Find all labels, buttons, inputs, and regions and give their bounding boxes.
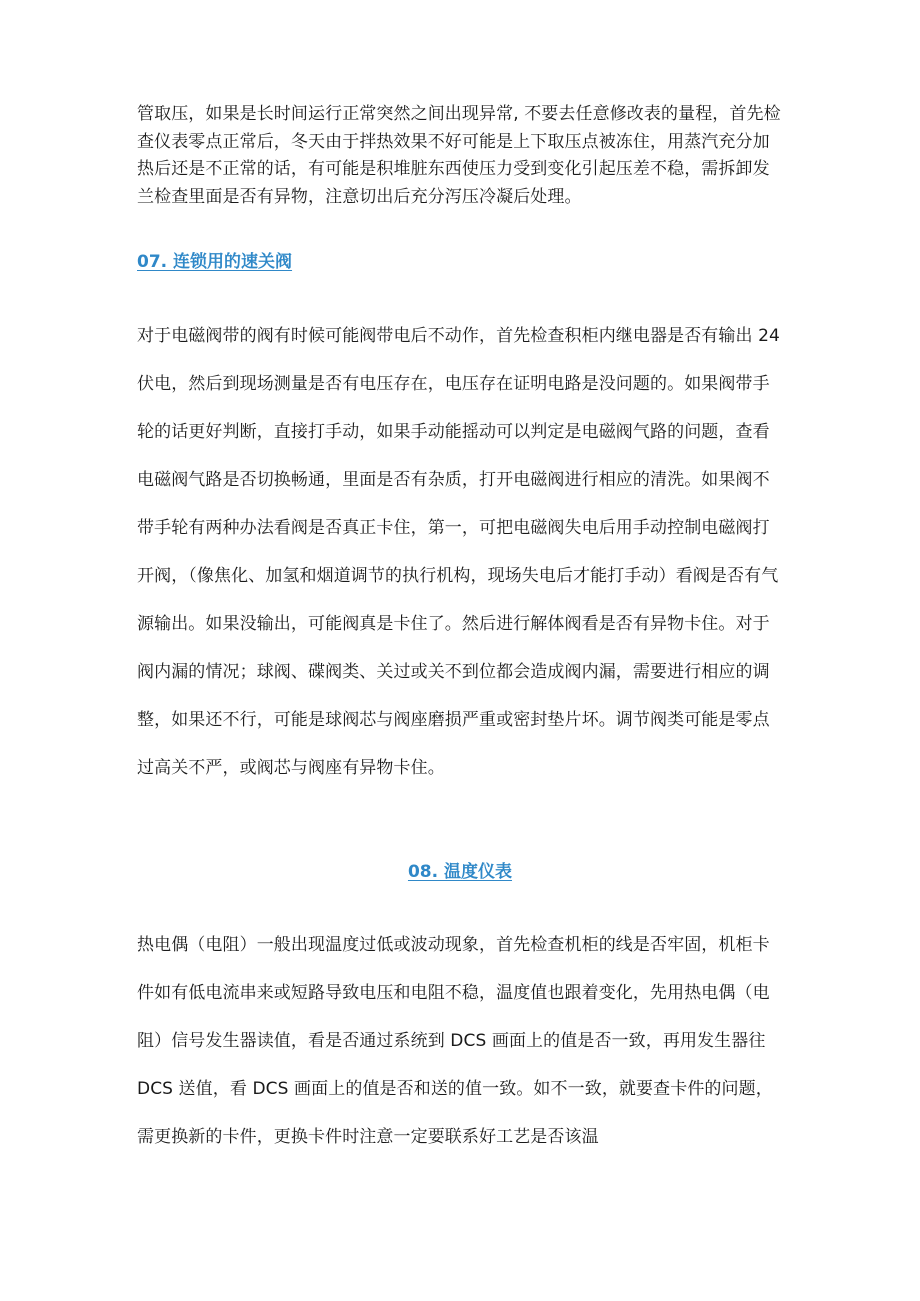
- intro-paragraph: 管取压，如果是长时间运行正常突然之间出现异常, 不要去任意修改表的量程，首先检查仪表零点正常后，冬天由于拌热效果不好可能是上下取压点被冻住，用蒸汽充分加热后还是不正常的话，有可能是积堆脏东西使压力受到变化引起压差不稳，需拆卸发兰检查里面是否有异物，注意切出后充分泻压冷凝后处理。: [137, 104, 781, 207]
- section-07-paragraph: 对于电磁阀带的阀有时候可能阀带电后不动作，首先检查积柜内继电器是否有输出 24 伏电，然后到现场测量是否有电压存在，电压存在证明电路是没问题的。如果阀带手轮的话更好判断，直接打手动，如果手动能摇动可以判定是电磁阀气路的问题，查看电磁阀气路是否切换畅通，里面是否有杂质，打开电磁阀进行相应的清洗。如果阀不带手轮有两种办法看阀是否真正卡住，第一，可把电磁阀失电后用手动控制电磁阀打开阀，（像焦化、加氢和烟道调节的执行机构，现场失电后才能打手动）看阀是否有气源输出。如果没输出，可能阀真是卡住了。然后进行解体阀看是否有异物卡住。对于阀内漏的情况；球阀、碟阀类、关过或关不到位都会造成阀内漏，需要进行相应的调整，如果还不行，可能是球阀芯与阀座磨损严重或密封垫片坏。调节阀类可能是零点过高关不严，或阀芯与阀座有异物卡住。: [137, 326, 780, 778]
- section-07-heading: 07. 连锁用的速关阀: [137, 252, 293, 272]
- section-08-paragraph: 热电偶（电阻）一般出现温度过低或波动现象，首先检查机柜的线是否牢固，机柜卡件如有低电流串来或短路导致电压和电阻不稳，温度值也跟着变化，先用热电偶（电阻）信号发生器读值，看是否通过系统到 DCS 画面上的值是否一致，再用发生器往 DCS 送值，看 DCS 画面上的值是否和送的值一致。如不一致，就要查卡件的问题，需更换新的卡件，更换卡件时注意一定要联系好工艺是否该温: [137, 935, 773, 1147]
- section-08-heading: 08. 温度仪表: [407, 862, 513, 882]
